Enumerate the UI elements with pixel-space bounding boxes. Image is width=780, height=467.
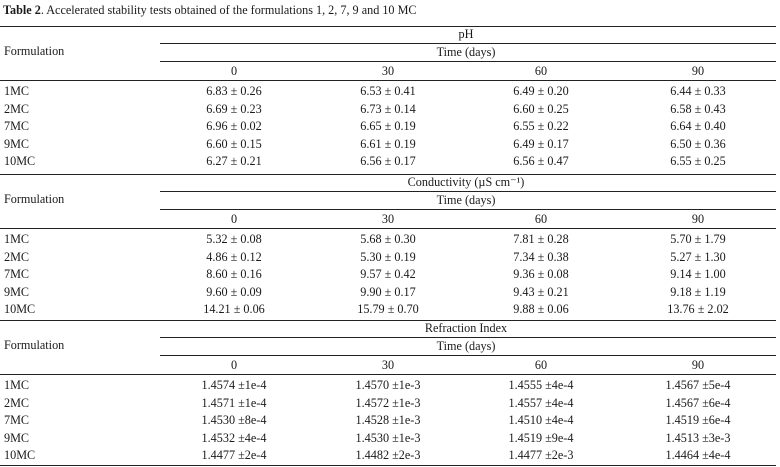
table-cell: 6.69 ± 0.23	[206, 101, 262, 116]
table-cell: 1.4530 ±8e-4	[201, 413, 267, 428]
table-cell: 6.56 ± 0.17	[360, 154, 416, 169]
formulation-name: 2MC	[4, 249, 30, 264]
refraction-index-day-header-30: 30	[381, 358, 395, 372]
ph-day-header-30: 30	[381, 64, 395, 78]
table-cell: 6.53 ± 0.41	[360, 84, 416, 98]
formulation-name: 7MC	[4, 119, 30, 134]
table-cell: 9.88 ± 0.06	[513, 302, 569, 317]
table-caption	[3, 3, 417, 18]
table-cell: 1.4510 ±4e-4	[508, 413, 574, 428]
table-cell: 9.43 ± 0.21	[513, 284, 569, 299]
conductivity-section-title: Conductivity (µS cm⁻¹)	[407, 175, 525, 189]
formulation-name: 10MC	[4, 302, 36, 317]
table-cell: 7.34 ± 0.38	[513, 249, 569, 264]
table-caption-text: . Accelerated stability tests obtained of the formulations 1, 2, 7, 9 and 10 MC	[40, 3, 417, 17]
table-cell: 1.4555 ±4e-4	[508, 378, 574, 392]
table-cell: 5.27 ± 1.30	[670, 249, 726, 264]
conductivity-header-rule	[0, 228, 776, 229]
table-cell: 6.27 ± 0.21	[206, 154, 262, 169]
conductivity-formulation-header: Formulation	[4, 192, 65, 206]
table-bottom-rule	[0, 465, 776, 466]
conductivity-top-rule	[0, 174, 776, 175]
ph-day-header-0: 0	[230, 64, 238, 78]
table-cell: 1.4557 ±4e-4	[508, 395, 574, 410]
table-cell: 1.4482 ±2e-3	[355, 448, 421, 463]
ph-top-rule	[0, 26, 776, 27]
ph-header-rule	[0, 80, 776, 81]
table-cell: 9.60 ± 0.09	[206, 284, 262, 299]
table-cell: 6.44 ± 0.33	[670, 84, 726, 98]
ph-time-label: Time (days)	[436, 45, 496, 59]
ph-day-header-90: 90	[691, 64, 705, 78]
table-cell: 1.4528 ±1e-3	[355, 413, 421, 428]
table-cell: 6.55 ± 0.22	[513, 119, 569, 134]
table-cell: 6.55 ± 0.25	[670, 154, 726, 169]
table-cell: 6.50 ± 0.36	[670, 136, 726, 151]
ph-formulation-header: Formulation	[4, 44, 65, 58]
table-cell: 1.4464 ±4e-4	[665, 448, 731, 463]
table-caption-label: Table 2	[3, 3, 41, 17]
formulation-name: 2MC	[4, 101, 30, 116]
conductivity-day-header-90: 90	[691, 212, 705, 226]
formulation-name: 9MC	[4, 430, 30, 445]
table-cell: 1.4572 ±1e-3	[355, 395, 421, 410]
table-cell: 5.70 ± 1.79	[670, 232, 726, 246]
conductivity-day-header-30: 30	[381, 212, 395, 226]
conductivity-time-rule	[160, 209, 776, 210]
table-cell: 5.68 ± 0.30	[360, 232, 416, 246]
table-cell: 1.4574 ±1e-4	[201, 378, 267, 392]
formulation-name: 2MC	[4, 395, 30, 410]
formulation-name: 10MC	[4, 154, 36, 169]
formulation-name: 7MC	[4, 413, 30, 428]
refraction-index-header-rule	[0, 374, 776, 375]
table-cell: 6.73 ± 0.14	[360, 101, 416, 116]
table-cell: 6.49 ± 0.20	[513, 84, 569, 98]
refraction-index-time-rule	[160, 355, 776, 356]
table-cell: 6.61 ± 0.19	[360, 136, 416, 151]
ph-time-rule	[160, 61, 776, 62]
refraction-index-day-header-0: 0	[230, 358, 238, 372]
refraction-index-day-header-60: 60	[534, 358, 548, 372]
table-cell: 6.64 ± 0.40	[670, 119, 726, 134]
table-cell: 1.4532 ±4e-4	[201, 430, 267, 445]
table-cell: 8.60 ± 0.16	[206, 267, 262, 282]
table-cell: 6.60 ± 0.15	[206, 136, 262, 151]
table-cell: 6.83 ± 0.26	[206, 84, 262, 98]
table-cell: 9.90 ± 0.17	[360, 284, 416, 299]
table-cell: 4.86 ± 0.12	[206, 249, 262, 264]
table-cell: 6.49 ± 0.17	[513, 136, 569, 151]
ph-title-rule	[160, 43, 776, 44]
formulation-name: 1MC	[4, 84, 30, 98]
table-cell: 6.56 ± 0.47	[513, 154, 569, 169]
table-cell: 1.4513 ±3e-3	[665, 430, 731, 445]
table-cell: 6.60 ± 0.25	[513, 101, 569, 116]
table-cell: 7.81 ± 0.28	[513, 232, 569, 246]
table-cell: 15.79 ± 0.70	[357, 302, 419, 317]
formulation-name: 1MC	[4, 378, 30, 392]
table-cell: 6.96 ± 0.02	[206, 119, 262, 134]
conductivity-day-header-60: 60	[534, 212, 548, 226]
refraction-index-title-rule	[160, 337, 776, 338]
ph-day-header-60: 60	[534, 64, 548, 78]
table-cell: 13.76 ± 2.02	[667, 302, 729, 317]
table-cell: 5.32 ± 0.08	[206, 232, 262, 246]
table-cell: 9.36 ± 0.08	[513, 267, 569, 282]
refraction-index-formulation-header: Formulation	[4, 338, 65, 352]
table-cell: 1.4570 ±1e-3	[355, 378, 421, 392]
table-cell: 1.4477 ±2e-3	[508, 448, 574, 463]
conductivity-time-label: Time (days)	[436, 193, 496, 207]
formulation-name: 9MC	[4, 284, 30, 299]
refraction-index-day-header-90: 90	[691, 358, 705, 372]
refraction-index-section-title: Refraction Index	[424, 321, 508, 335]
table-cell: 1.4530 ±1e-3	[355, 430, 421, 445]
ph-section-title: pH	[458, 27, 474, 41]
table-cell: 1.4519 ±6e-4	[665, 413, 731, 428]
table-cell: 5.30 ± 0.19	[360, 249, 416, 264]
formulation-name: 9MC	[4, 136, 30, 151]
table-cell: 9.57 ± 0.42	[360, 267, 416, 282]
formulation-name: 1MC	[4, 232, 30, 246]
table-cell: 6.58 ± 0.43	[670, 101, 726, 116]
table-cell: 1.4567 ±6e-4	[665, 395, 731, 410]
formulation-name: 7MC	[4, 267, 30, 282]
table-cell: 1.4571 ±1e-4	[201, 395, 267, 410]
refraction-index-top-rule	[0, 320, 776, 321]
table-cell: 1.4567 ±5e-4	[665, 378, 731, 392]
table-cell: 6.65 ± 0.19	[360, 119, 416, 134]
table-cell: 14.21 ± 0.06	[203, 302, 265, 317]
table-cell: 9.18 ± 1.19	[670, 284, 726, 299]
conductivity-day-header-0: 0	[230, 212, 238, 226]
table-cell: 1.4477 ±2e-4	[201, 448, 267, 463]
table-cell: 9.14 ± 1.00	[670, 267, 726, 282]
refraction-index-time-label: Time (days)	[436, 339, 496, 353]
table-cell: 1.4519 ±9e-4	[508, 430, 574, 445]
formulation-name: 10MC	[4, 448, 36, 463]
conductivity-title-rule	[160, 191, 776, 192]
